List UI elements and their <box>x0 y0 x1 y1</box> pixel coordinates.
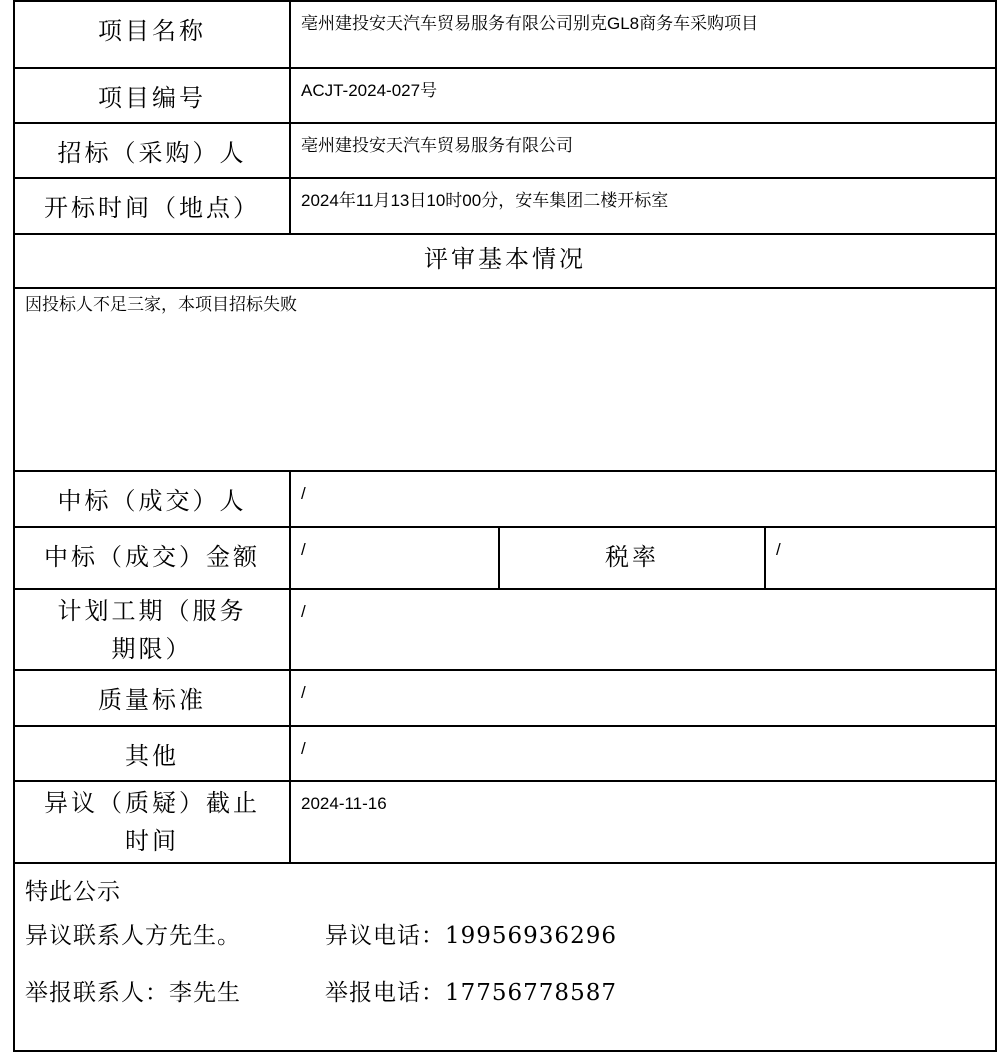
row-objection-deadline <box>14 781 996 863</box>
row-bid-opening <box>14 178 996 234</box>
objection-contact: 异议联系人方先生。 <box>25 923 241 949</box>
quality-value: / <box>290 670 996 726</box>
row-other <box>14 726 996 781</box>
period-value: / <box>290 589 996 670</box>
objection-phone: 异议电话：19956936296 <box>325 923 617 949</box>
amount-value: / <box>290 527 499 589</box>
tax-label: 税率 <box>499 527 765 589</box>
row-project-no <box>14 68 996 123</box>
row-period <box>14 589 996 670</box>
winner-value: / <box>290 471 996 527</box>
purchaser-label: 招标（采购）人 <box>14 123 290 178</box>
row-quality <box>14 670 996 726</box>
other-label: 其他 <box>14 726 290 781</box>
bid-opening-label: 开标时间（地点） <box>14 178 290 234</box>
row-notice <box>14 863 996 1051</box>
winner-label: 中标（成交）人 <box>14 471 290 527</box>
row-amount <box>14 527 996 589</box>
tax-value: / <box>765 527 996 589</box>
row-project-name <box>14 1 996 68</box>
bid-opening-value: 2024年11月13日10时00分，安车集团二楼开标室 <box>290 178 996 234</box>
quality-label: 质量标准 <box>14 670 290 726</box>
row-winner <box>14 471 996 527</box>
project-no-label: 项目编号 <box>14 68 290 123</box>
report-contact: 举报联系人：李先生 <box>25 980 241 1006</box>
project-name-label: 项目名称 <box>14 1 290 68</box>
row-review-result <box>14 288 996 471</box>
objection-deadline-label: 异议（质疑）截止时间 <box>14 781 290 863</box>
announcement-table <box>13 0 997 1052</box>
notice-block <box>14 863 996 1051</box>
objection-deadline-value: 2024-11-16 <box>290 781 996 863</box>
row-review-title <box>14 234 996 288</box>
amount-label: 中标（成交）金额 <box>14 527 290 589</box>
project-name-value: 亳州建投安天汽车贸易服务有限公司别克GL8商务车采购项目 <box>290 1 996 68</box>
period-label: 计划工期（服务期限） <box>14 589 290 670</box>
purchaser-value: 亳州建投安天汽车贸易服务有限公司 <box>290 123 996 178</box>
notice-heading: 特此公示 <box>25 879 121 905</box>
report-line <box>25 973 985 1030</box>
objection-line <box>25 916 985 973</box>
project-no-value: ACJT-2024-027号 <box>290 68 996 123</box>
report-phone: 举报电话：17756778587 <box>325 980 617 1006</box>
other-value: / <box>290 726 996 781</box>
review-section-title: 评审基本情况 <box>14 234 996 288</box>
row-purchaser <box>14 123 996 178</box>
review-result-text: 因投标人不足三家，本项目招标失败 <box>14 288 996 471</box>
